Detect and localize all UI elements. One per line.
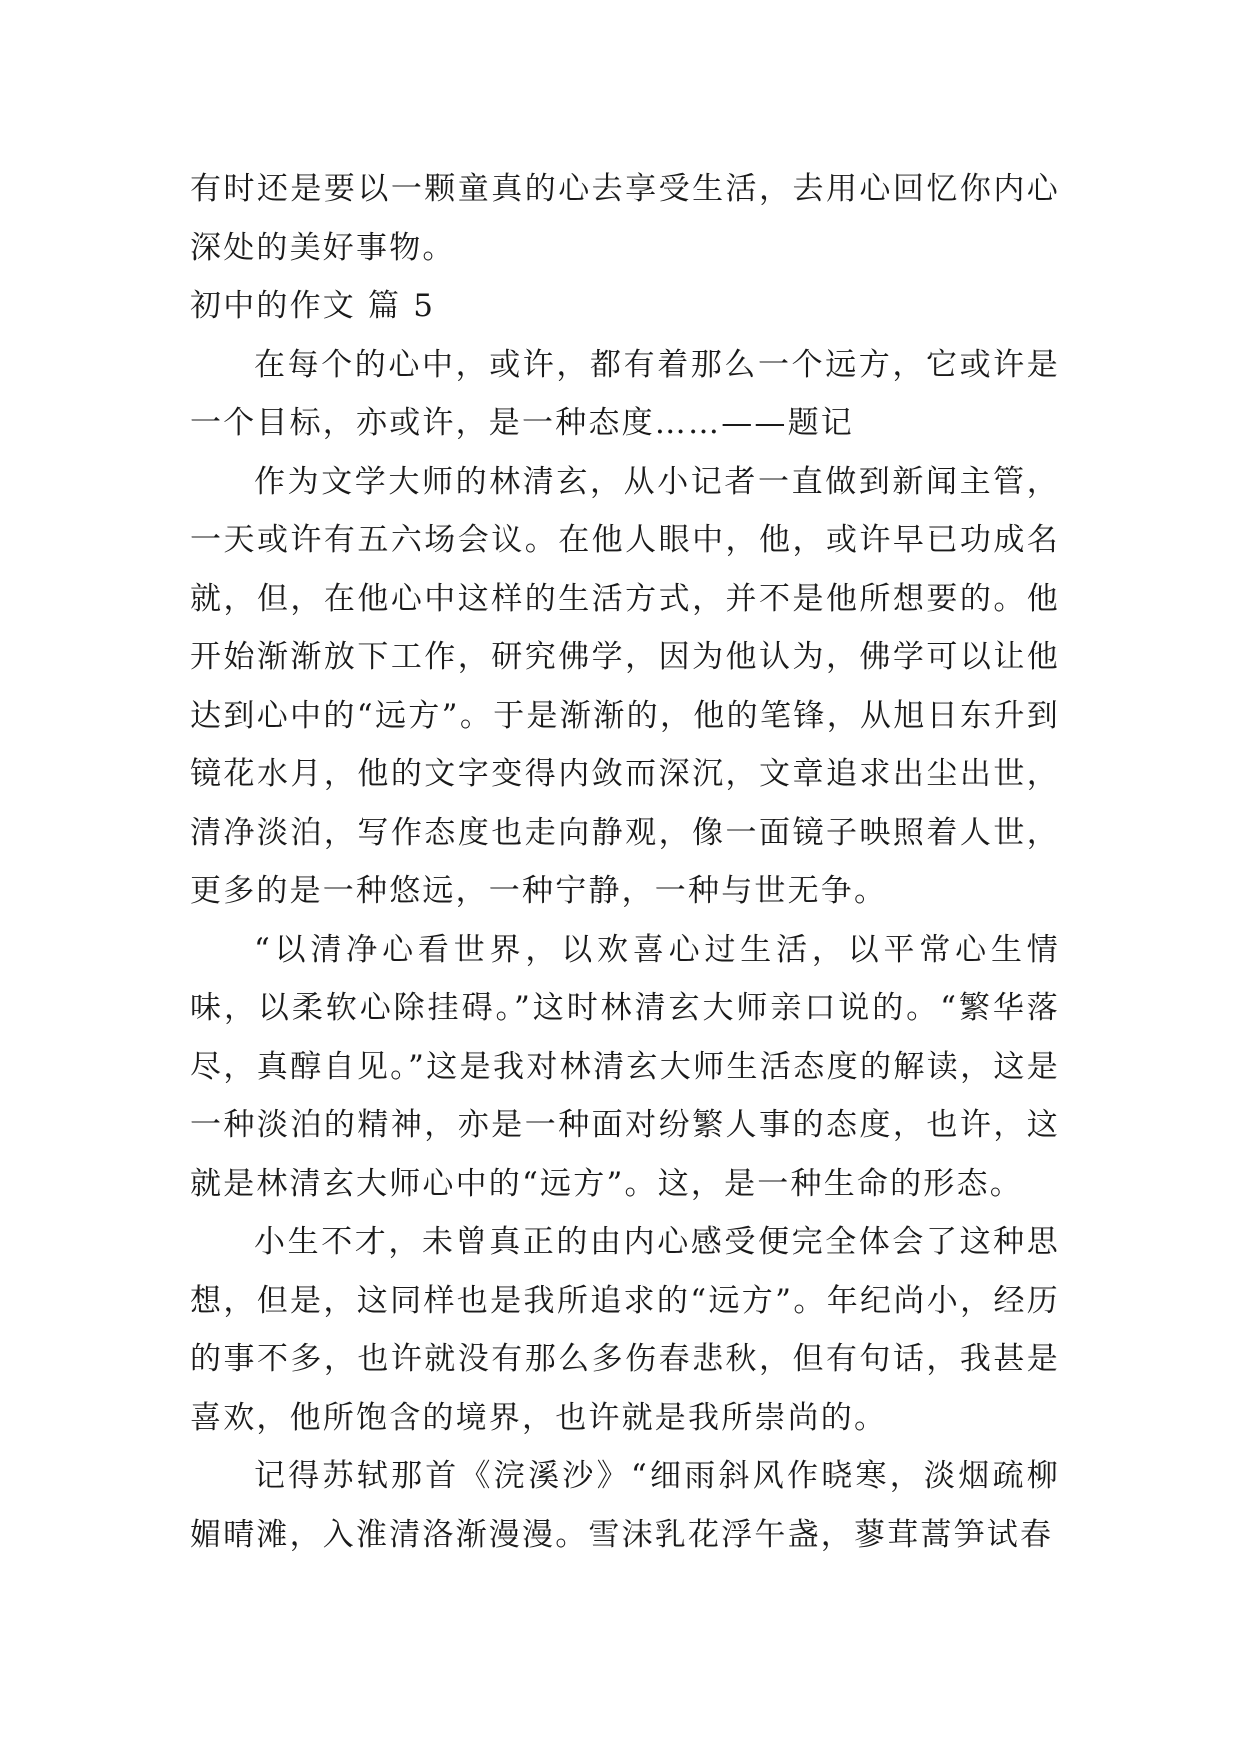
paragraph-epigraph: 在每个的心中，或许，都有着那么一个远方，它或许是一个目标，亦或许，是一种态度……——题记 (190, 346, 1060, 441)
document-body (190, 160, 1060, 1564)
section-title: 初中的作文 篇 5 (190, 288, 436, 324)
paragraph-lin-qingxuan: 作为文学大师的林清玄，从小记者一直做到新闻主管，一天或许有五六场会议。在他人眼中，他，或许早已功成名就，但，在他心中这样的生活方式，并不是他所想要的。他开始渐渐放下工作，研究佛学，因为他认为，佛学可以让他达到心中的“远方”。于是渐渐的，他的笔锋，从旭日东升到镜花水月，他的文字变得内敛而深沉，文章追求出尘出世，清净淡泊，写作态度也走向静观，像一面镜子映照着人世，更多的是一种悠远，一种宁静，一种与世无争。 (190, 463, 1060, 909)
paragraph-su-shi: 记得苏轼那首《浣溪沙》“细雨斜风作晓寒，淡烟疏柳媚晴滩，入淮清洛渐漫漫。雪沫乳花浮午盏，蓼茸蒿笋试春 (190, 1458, 1060, 1553)
continued-paragraph: 有时还是要以一颗童真的心去享受生活，去用心回忆你内心深处的美好事物。 (190, 171, 1060, 266)
paragraph-quote: “以清净心看世界，以欢喜心过生活，以平常心生情味，以柔软心除挂碍。”这时林清玄大师亲口说的。“繁华落尽，真醇自见。”这是我对林清玄大师生活态度的解读，这是一种淡泊的精神，亦是一种面对纷繁人事的态度，也许，这就是林清玄大师心中的“远方”。这，是一种生命的形态。 (190, 931, 1060, 1202)
paragraph-pursuit: 小生不才，未曾真正的由内心感受便完全体会了这种思想，但是，这同样也是我所追求的“远方”。年纪尚小，经历的事不多，也许就没有那么多伤春悲秋，但有句话，我甚是喜欢，他所饱含的境界，也许就是我所崇尚的。 (190, 1224, 1060, 1436)
